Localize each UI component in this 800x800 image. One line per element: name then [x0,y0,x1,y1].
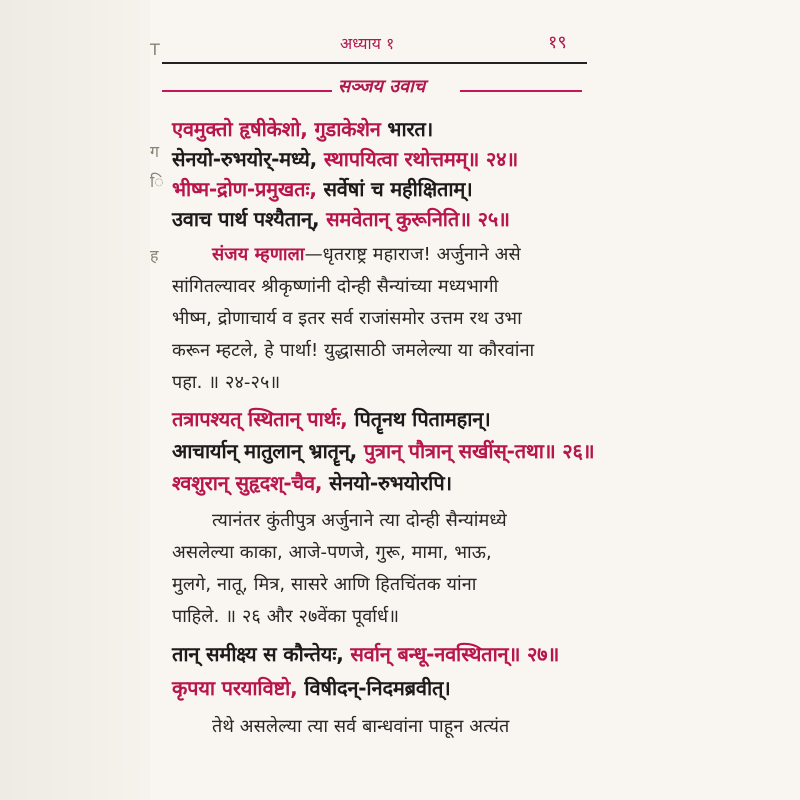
speaker-label: संजय म्हणाला [212,244,305,265]
verse-line [172,674,451,701]
gutter-mark: T [150,40,160,59]
verse-part: एवमुक्तो हृषीकेशो, गुडाकेशेन [172,117,388,141]
prose-line: सांगितल्यावर श्रीकृष्णांनी दोन्ही सैन्यांच्या मध्यभागी [172,276,499,297]
verse-part: स्थापयित्वा रथोत्तमम्॥ २४॥ [323,147,519,171]
page-number: १९ [548,32,567,53]
section-rule-right [460,90,582,92]
verse-line [172,115,433,142]
verse-line [172,145,518,172]
verse-part: पुत्रान् पौत्रान् सखींस्-तथा॥ २६॥ [363,439,595,463]
verse-part: तान् समीक्ष्य स कौन्तेयः, [172,642,351,666]
verse-part: सर्वान् बन्धू-नवस्थितान्॥ २७॥ [350,642,560,666]
prose-line: करून म्हटले, हे पार्था! युद्धासाठी जमलेल्या या कौरवांना [172,340,535,361]
verse-part: विषीदन्-निदमब्रवीत्। [304,676,451,700]
section-rule-left [162,90,332,92]
verse-part: सर्वेषां च महीक्षिताम्। [323,177,473,201]
gutter-mark: ग [150,142,160,161]
gutter-mark: ि [150,172,164,191]
verse-part: भीष्म-द्रोण-प्रमुखतः, [172,177,324,201]
verse-line [172,205,510,232]
verse-part: भारत। [387,117,434,141]
verse-part: आचार्यान् मातुलान् भ्रातॄन्, [172,439,364,463]
verse-part: पितॄनथ पितामहान्। [354,407,491,431]
prose-text: —धृतराष्ट्र महाराज! अर्जुनाने असे [304,244,521,265]
prose-line: त्यानंतर कुंतीपुत्र अर्जुनाने त्या दोन्ही सैन्यांमध्ये [212,510,507,531]
prose-line: भीष्म, द्रोणाचार्य व इतर सर्व राजांसमोर उत्तम रथ उभा [172,308,522,329]
verse-part: उवाच पार्थ पश्यैतान्, [172,207,327,231]
chapter-heading: अध्याय १ [340,34,395,53]
section-title: सञ्जय उवाच [338,76,426,97]
verse-part: कृपया परयाविष्टो, [172,676,305,700]
prose-line: असलेल्या काका, आजे-पणजे, गुरू, मामा, भाऊ, [172,542,492,563]
prose-line: मुलगे, नातू, मित्र, सासरे आणि हितचिंतक यांना [172,574,477,595]
prose-line [212,242,521,266]
prose-line: पहा. ॥ २४-२५॥ [172,372,281,393]
verse-part: सेनयो-रुभयोरपि। [329,471,452,495]
verse-line [172,175,473,202]
verse-part: श्वशुरान् सुहृदश्-चैव, [172,471,330,495]
verse-part: समवेतान् कुरूनिति॥ २५॥ [326,207,510,231]
gutter-mark: ह [150,246,159,265]
prose-line: पाहिले. ॥ २६ और २७वेंका पूर्वार्ध॥ [172,606,400,627]
verse-line [172,405,491,432]
prose-line: तेथे असलेल्या त्या सर्व बान्धवांना पाहून अत्यंत [212,716,510,737]
verse-part: सेनयो-रुभयोर्-मध्ये, [172,147,324,171]
verse-line [172,640,559,667]
verse-line [172,437,594,464]
header-rule [162,62,587,64]
page-gutter [0,0,168,800]
verse-line [172,469,452,496]
verse-part: तत्रापश्यत् स्थितान् पार्थः, [172,407,355,431]
